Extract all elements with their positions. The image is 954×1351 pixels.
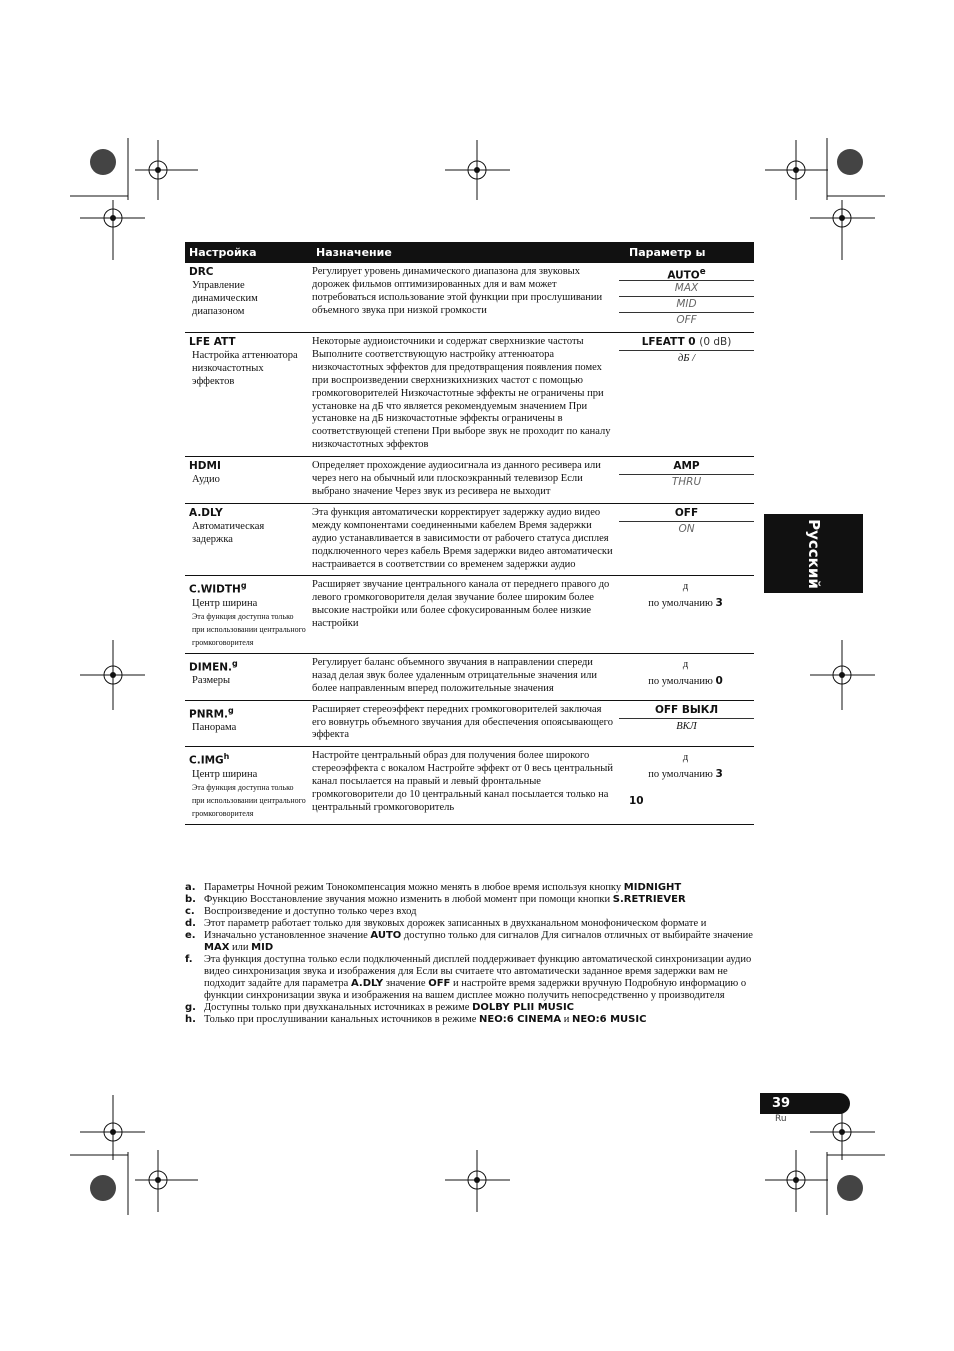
table-row xyxy=(185,263,754,333)
page-language-code: Ru xyxy=(775,1114,787,1124)
footnote-key: b. xyxy=(185,894,196,905)
footnote-term: S.RETRIEVER xyxy=(612,894,686,905)
language-tab-label: Русский xyxy=(804,518,823,589)
footnote xyxy=(185,894,755,906)
option-value: AUTO$^e$ xyxy=(619,265,754,281)
footnote-key: h. xyxy=(185,1014,196,1025)
header-setting: Настройка xyxy=(189,246,257,259)
option-unit: (0 dB) xyxy=(699,336,732,348)
options-cell xyxy=(617,457,754,503)
setting-name: Размеры xyxy=(192,675,231,687)
setting-cell xyxy=(185,654,308,700)
footnote-ref: g xyxy=(240,581,247,591)
options-cell xyxy=(617,263,754,332)
setting-name: Центр ширина xyxy=(192,768,258,780)
setting-name: Панорама xyxy=(192,722,237,734)
table-header xyxy=(185,242,754,263)
setting-description: Расширяет стереоэффект передних громкоговорителей заключая его вовнутрь объемного звучания для обеспечения опоясывающего эффекта xyxy=(312,703,613,741)
footnote-term: NEO:6 CINEMA xyxy=(479,1014,562,1025)
footnote-term: MAX xyxy=(204,942,230,953)
option-value: LFEATT 0 (0 dB) xyxy=(619,335,754,351)
footnote xyxy=(185,918,755,930)
footnote-text: Только при прослушивании канальных источников в режиме NEO:6 CINEMA и NEO:6 MUSIC xyxy=(204,1014,647,1025)
setting-note: Эта функция доступна только при использовании центрального громкоговорителя xyxy=(192,782,306,818)
footnote-key: c. xyxy=(185,906,195,917)
setting-name: Аудио xyxy=(192,474,220,486)
footnote xyxy=(185,1002,755,1014)
footnote xyxy=(185,882,755,894)
footnote xyxy=(185,906,755,918)
option-value: THRU xyxy=(671,476,702,489)
footnote-ref: h xyxy=(223,752,230,762)
option-max xyxy=(617,792,754,809)
option-value: MID xyxy=(619,297,754,313)
default-value: 3 xyxy=(715,597,723,610)
footnote-term: A.DLY xyxy=(350,978,384,989)
setting-description: Расширяет звучание центрального канала от переднего правого до левого громкоговорителя делая звучание более широким более высокие настройки или более сфокусированным более низкие настройки xyxy=(312,579,610,630)
option-default: по умолчанию 0 xyxy=(648,674,723,687)
options-cell xyxy=(617,701,754,747)
setting-code: LFE ATT xyxy=(189,336,236,348)
setting-cell xyxy=(185,701,308,747)
setting-description: Регулирует уровень динамического диапазона для звуковых дорожек фильмов оптимизированных для и вам может потребоваться использование этой функции при прослушивании объемного звука при низкой громкости xyxy=(312,266,603,316)
options-cell xyxy=(617,654,754,700)
footnotes xyxy=(185,882,755,1026)
table-row xyxy=(185,747,754,825)
setting-code: C.IMG$^h$ xyxy=(189,752,230,767)
option-value: OFF xyxy=(619,506,754,522)
option-range-unit: д xyxy=(682,581,689,593)
options-cell xyxy=(617,333,754,456)
option-value: AMP xyxy=(619,459,754,475)
footnote-term: MIDNIGHT xyxy=(623,882,682,893)
page-number: 39 xyxy=(760,1093,850,1114)
setting-cell xyxy=(185,263,308,332)
option-range-unit: д xyxy=(682,658,689,670)
setting-name: Автоматическая задержка xyxy=(192,520,265,545)
footnote-term: MID xyxy=(251,942,274,953)
table-row xyxy=(185,504,754,577)
footnote-text: Функцию Восстановление звучания можно изменить в любой момент при помощи кнопки S.RETRIEVER xyxy=(204,894,686,905)
options-cell xyxy=(617,504,754,576)
setting-cell xyxy=(185,747,308,824)
settings-table xyxy=(185,242,754,825)
setting-code: HDMI xyxy=(189,460,221,473)
footnote-term: NEO:6 MUSIC xyxy=(571,1014,647,1025)
setting-description: Настройте центральный образ для получения более широкого стереоэффекта с вокалом Настройте эффект от 0 весь центральный канал посылается на правый и левый фронтальные громкоговорители до 10 центральный канал посылается только на центральный громкоговоритель xyxy=(312,750,613,813)
setting-description: Эта функция автоматически корректирует задержку аудио видео между компонентами соединенными кабелем Время задержки аудио устанавливается в зависимости от рабочего статуса дисплея подключенного через кабель Время задержки видео автоматически настраивается в соответствии со временем задержки аудио xyxy=(312,506,613,570)
table-body xyxy=(185,263,754,825)
setting-name: Центр ширина xyxy=(192,597,258,609)
table-row xyxy=(185,457,754,504)
footnote xyxy=(185,954,755,1002)
option-value: OFF ВЫКЛ xyxy=(619,703,754,719)
footnote-term: OFF xyxy=(428,978,451,989)
setting-description: Определяет прохождение аудиосигнала из данного ресивера или через него на обычный или плоскоэкранный телевизор Если выбрано значение Через звук из ресивера не выходит xyxy=(312,460,601,497)
footnote-text: Изначально установленное значение AUTO доступно только для сигналов Для сигналов отличных от выбирайте значение MAX или MID xyxy=(204,930,753,953)
header-purpose: Назначение xyxy=(316,246,392,259)
option-default: по умолчанию 3 xyxy=(648,597,723,610)
footnote-key: e. xyxy=(185,930,196,941)
footnote-text: Эта функция доступна только если подключенный дисплей поддерживает функцию автоматической синхронизации аудио видео синхронизация звука и изображения для Если вы считаете что автоматически заданное время задержки вам не подходит задайте для параметра A.DLY значение OFF и настройте время задержки вручную Подробную информацию о функции синхронизации звука и изображения на вашем дисплее можно получить непосредственно у производителя xyxy=(204,954,752,1001)
footnote-key: g. xyxy=(185,1002,196,1013)
footnote-term: AUTO xyxy=(370,930,402,941)
options-cell xyxy=(617,747,754,824)
setting-code: C.WIDTH$^g$ xyxy=(189,581,247,596)
footnote-key: a. xyxy=(185,882,196,893)
language-tab xyxy=(764,514,863,593)
default-value: 3 xyxy=(715,768,723,781)
option-value: дБ / xyxy=(677,353,696,364)
option-value: ВКЛ xyxy=(676,720,697,732)
setting-name: Настройка аттенюатора низкочастотных эффектов xyxy=(192,350,298,387)
header-options: Параметр ы xyxy=(629,246,706,259)
footnote-ref: g xyxy=(232,658,238,668)
footnote-text: Воспроизведение и доступно только через вход xyxy=(204,906,417,917)
table-row xyxy=(185,576,754,654)
setting-note: Эта функция доступна только при использовании центрального громкоговорителя xyxy=(192,611,306,647)
table-row xyxy=(185,654,754,701)
option-range-unit: д xyxy=(682,752,689,764)
setting-cell xyxy=(185,333,308,456)
footnote xyxy=(185,930,755,954)
table-row xyxy=(185,701,754,748)
max-value: 10 xyxy=(629,795,644,808)
footnote-key: d. xyxy=(185,918,196,929)
option-value: MAX xyxy=(619,281,754,297)
setting-code: DIMEN.$^g$ xyxy=(189,658,238,674)
setting-description: Некоторые аудиоисточники и содержат сверхнизкие частоты Выполните соответствующую настройку аттенюатора низкочастотных эффектов для предотвращения появления помех при воспроизведении сверхнизкихнизких частот с помощью громкоговорителей Низкочастотные эффекты не ограничены при установке на дБ что является рекомендуемым значением При установке на дБ низкочастотные эффекты ограничены в соответствующей степени При выборе звук не проходит по каналу низкочастотных эффектов xyxy=(312,336,611,451)
footnote-ref: g xyxy=(228,705,234,715)
setting-code: PNRM.$^g$ xyxy=(189,705,234,721)
option-value: ON xyxy=(678,522,695,535)
setting-description: Регулирует баланс объемного звучания в направлении спереди назад делая звук более удаленным отрицательные значения или более направленным вперед положительные значения xyxy=(312,656,597,694)
setting-code: DRC xyxy=(189,266,214,278)
footnote-ref: e xyxy=(699,267,706,277)
options-cell xyxy=(617,576,754,653)
setting-code: A.DLY xyxy=(189,506,223,519)
footnote-text: Параметры Ночной режим Тонокомпенсация можно менять в любое время используя кнопку MIDNIGHT xyxy=(204,882,682,893)
table-row xyxy=(185,333,754,457)
footnote-term: DOLBY PLII MUSIC xyxy=(472,1002,575,1013)
option-default: по умолчанию 3 xyxy=(648,768,723,781)
footnote xyxy=(185,1014,755,1026)
default-value: 0 xyxy=(715,674,723,687)
option-value: OFF xyxy=(676,314,697,326)
setting-cell xyxy=(185,504,308,576)
setting-cell xyxy=(185,457,308,503)
footnote-text: Этот параметр работает только для звуковых дорожек записанных в двухканальном монофоническом формате и xyxy=(204,918,707,929)
footnote-key: f. xyxy=(185,954,193,965)
setting-cell xyxy=(185,576,308,653)
setting-name: Управление динамическим диапазоном xyxy=(192,280,258,317)
footnote-text: Доступны только при двухканальных источниках в режиме DOLBY PLII MUSIC xyxy=(204,1002,575,1013)
